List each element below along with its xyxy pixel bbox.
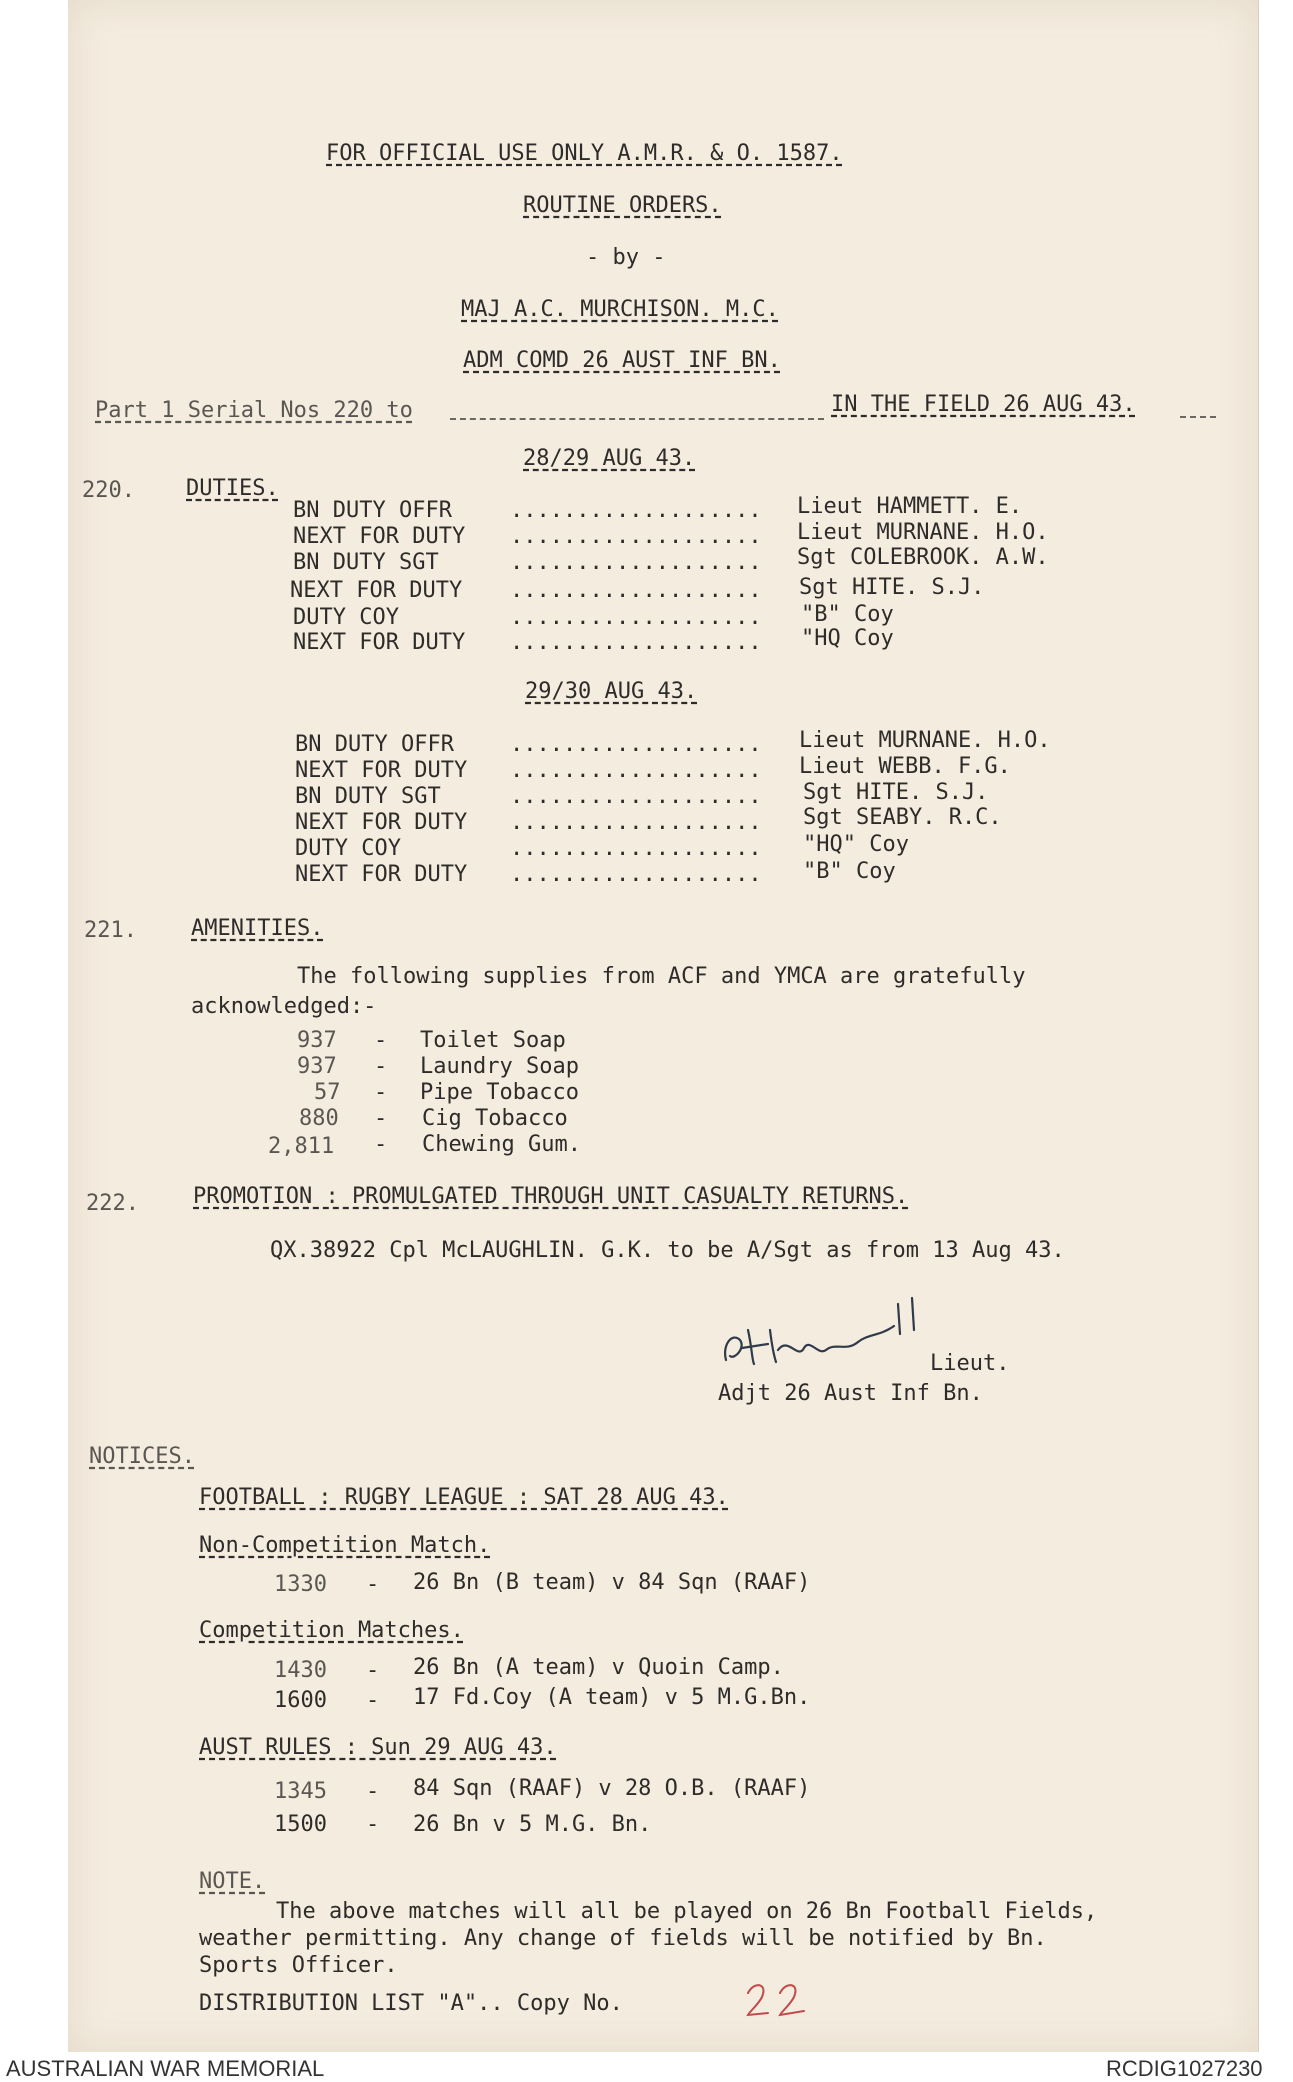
amenities-intro-line2: acknowledged:-	[191, 994, 377, 1019]
item-dash: -	[374, 1132, 388, 1157]
notices-heading: NOTICES.	[89, 1444, 195, 1469]
duty-role: BN DUTY OFFR	[295, 732, 454, 757]
duty-role: DUTY COY	[293, 605, 399, 630]
promotion-heading: PROMOTION : PROMULGATED THROUGH UNIT CASUALTY RETURNS.	[193, 1184, 909, 1209]
location-date: IN THE FIELD 26 AUG 43.	[831, 392, 1136, 417]
match-dash: -	[366, 1658, 380, 1683]
aust-rules-heading: AUST RULES : Sun 29 AUG 43.	[199, 1735, 557, 1760]
item-dash: -	[374, 1080, 388, 1105]
location-dashes	[1180, 416, 1216, 418]
item-dash: -	[374, 1106, 388, 1131]
duty-role: NEXT FOR DUTY	[295, 758, 468, 783]
duty-assignee: Lieut HAMMETT. E.	[797, 494, 1023, 519]
duty-role: DUTY COY	[295, 836, 401, 861]
amenities-heading: AMENITIES.	[191, 916, 324, 941]
document-title: ROUTINE ORDERS.	[523, 193, 722, 218]
duties-heading: DUTIES.	[186, 476, 279, 501]
item-name: Chewing Gum.	[422, 1132, 581, 1157]
handwritten-copy-number	[742, 1975, 822, 2025]
item-name: Toilet Soap	[420, 1028, 566, 1053]
commanding-officer: MAJ A.C. MURCHISON. M.C.	[461, 297, 779, 322]
dot-leader: ...................	[510, 524, 762, 549]
match-dash: -	[366, 1572, 380, 1597]
dot-leader: ...................	[510, 862, 762, 887]
item-name: Cig Tobacco	[422, 1106, 568, 1131]
item-dash: -	[374, 1054, 388, 1079]
match-dash: -	[366, 1812, 380, 1837]
by-line: - by -	[586, 245, 666, 270]
section-number-220: 220.	[82, 478, 135, 503]
note-line1: The above matches will all be played on 26 Bn Football Fields,	[276, 1899, 1098, 1924]
noncomp-heading: Non-Competition Match.	[199, 1533, 491, 1558]
amenities-intro-line1: The following supplies from ACF and YMCA are gratefully	[297, 964, 1026, 989]
duty-assignee: "B" Coy	[803, 859, 896, 884]
duty-date-1: 28/29 AUG 43.	[523, 446, 696, 471]
item-quantity: 57	[314, 1080, 341, 1105]
duty-role: NEXT FOR DUTY	[293, 630, 466, 655]
dot-leader: ...................	[510, 810, 762, 835]
signatory-rank: Lieut.	[930, 1351, 1010, 1376]
match-fixture: 84 Sqn (RAAF) v 28 O.B. (RAAF)	[413, 1776, 811, 1801]
duty-assignee: Sgt COLEBROOK. A.W.	[797, 545, 1049, 570]
match-dash: -	[366, 1688, 380, 1713]
dot-leader: ...................	[510, 498, 762, 523]
footer-identifier: RCDIG1027230	[1106, 2056, 1263, 2081]
item-quantity: 937	[297, 1028, 337, 1053]
duty-assignee: "HQ" Coy	[803, 832, 909, 857]
serial-dashes	[450, 418, 824, 420]
duty-role: NEXT FOR DUTY	[290, 578, 463, 603]
match-dash: -	[366, 1779, 380, 1804]
duty-role: NEXT FOR DUTY	[295, 810, 468, 835]
section-number-222: 222.	[86, 1191, 139, 1216]
note-line2: weather permitting. Any change of fields will be notified by Bn.	[199, 1926, 1047, 1951]
match-fixture: 26 Bn (A team) v Quoin Camp.	[413, 1655, 784, 1680]
comp-heading: Competition Matches.	[199, 1618, 464, 1643]
security-classification: FOR OFFICIAL USE ONLY A.M.R. & O. 1587.	[326, 141, 843, 166]
item-quantity: 880	[299, 1106, 339, 1131]
match-time: 1345	[274, 1779, 327, 1804]
match-time: 1430	[274, 1658, 327, 1683]
distribution-line: DISTRIBUTION LIST "A".. Copy No.	[199, 1991, 623, 2016]
section-number-221: 221.	[84, 918, 137, 943]
duty-role: BN DUTY SGT	[293, 550, 439, 575]
dot-leader: ...................	[510, 836, 762, 861]
command-unit: ADM COMD 26 AUST INF BN.	[463, 348, 781, 373]
footer-source: AUSTRALIAN WAR MEMORIAL	[6, 2056, 325, 2081]
item-quantity: 2,811	[268, 1134, 335, 1159]
promotion-text: QX.38922 Cpl McLAUGHLIN. G.K. to be A/Sgt as from 13 Aug 43.	[270, 1238, 1065, 1263]
note-line3: Sports Officer.	[199, 1953, 398, 1978]
duty-assignee: "HQ Coy	[801, 626, 894, 651]
item-name: Laundry Soap	[420, 1054, 579, 1079]
duty-role: NEXT FOR DUTY	[295, 862, 468, 887]
duty-assignee: "B" Coy	[801, 602, 894, 627]
duty-role: BN DUTY SGT	[295, 784, 441, 809]
dot-leader: ...................	[510, 630, 762, 655]
signature-image	[718, 1290, 938, 1380]
match-fixture: 26 Bn (B team) v 84 Sqn (RAAF)	[413, 1570, 811, 1595]
duty-assignee: Lieut MURNANE. H.O.	[799, 728, 1051, 753]
match-time: 1500	[274, 1812, 327, 1837]
duty-assignee: Sgt SEABY. R.C.	[803, 805, 1002, 830]
dot-leader: ...................	[510, 550, 762, 575]
item-quantity: 937	[297, 1054, 337, 1079]
dot-leader: ...................	[510, 784, 762, 809]
duty-role: BN DUTY OFFR	[293, 498, 452, 523]
item-dash: -	[374, 1028, 388, 1053]
duty-assignee: Sgt HITE. S.J.	[799, 575, 985, 600]
duty-date-2: 29/30 AUG 43.	[525, 679, 698, 704]
match-time: 1600	[274, 1688, 327, 1713]
match-time: 1330	[274, 1572, 327, 1597]
match-fixture: 17 Fd.Coy (A team) v 5 M.G.Bn.	[413, 1685, 811, 1710]
duty-assignee: Sgt HITE. S.J.	[803, 780, 989, 805]
dot-leader: ...................	[510, 758, 762, 783]
signatory-appointment: Adjt 26 Aust Inf Bn.	[718, 1381, 983, 1406]
dot-leader: ...................	[510, 578, 762, 603]
duty-role: NEXT FOR DUTY	[293, 524, 466, 549]
duty-assignee: Lieut MURNANE. H.O.	[797, 520, 1049, 545]
note-heading: NOTE.	[199, 1869, 266, 1894]
item-name: Pipe Tobacco	[420, 1080, 579, 1105]
dot-leader: ...................	[510, 605, 762, 630]
dot-leader: ...................	[510, 732, 762, 757]
football-heading: FOOTBALL : RUGBY LEAGUE : SAT 28 AUG 43.	[199, 1485, 729, 1510]
serial-line: Part 1 Serial Nos 220 to	[95, 398, 413, 423]
match-fixture: 26 Bn v 5 M.G. Bn.	[413, 1812, 652, 1837]
duty-assignee: Lieut WEBB. F.G.	[799, 754, 1011, 779]
